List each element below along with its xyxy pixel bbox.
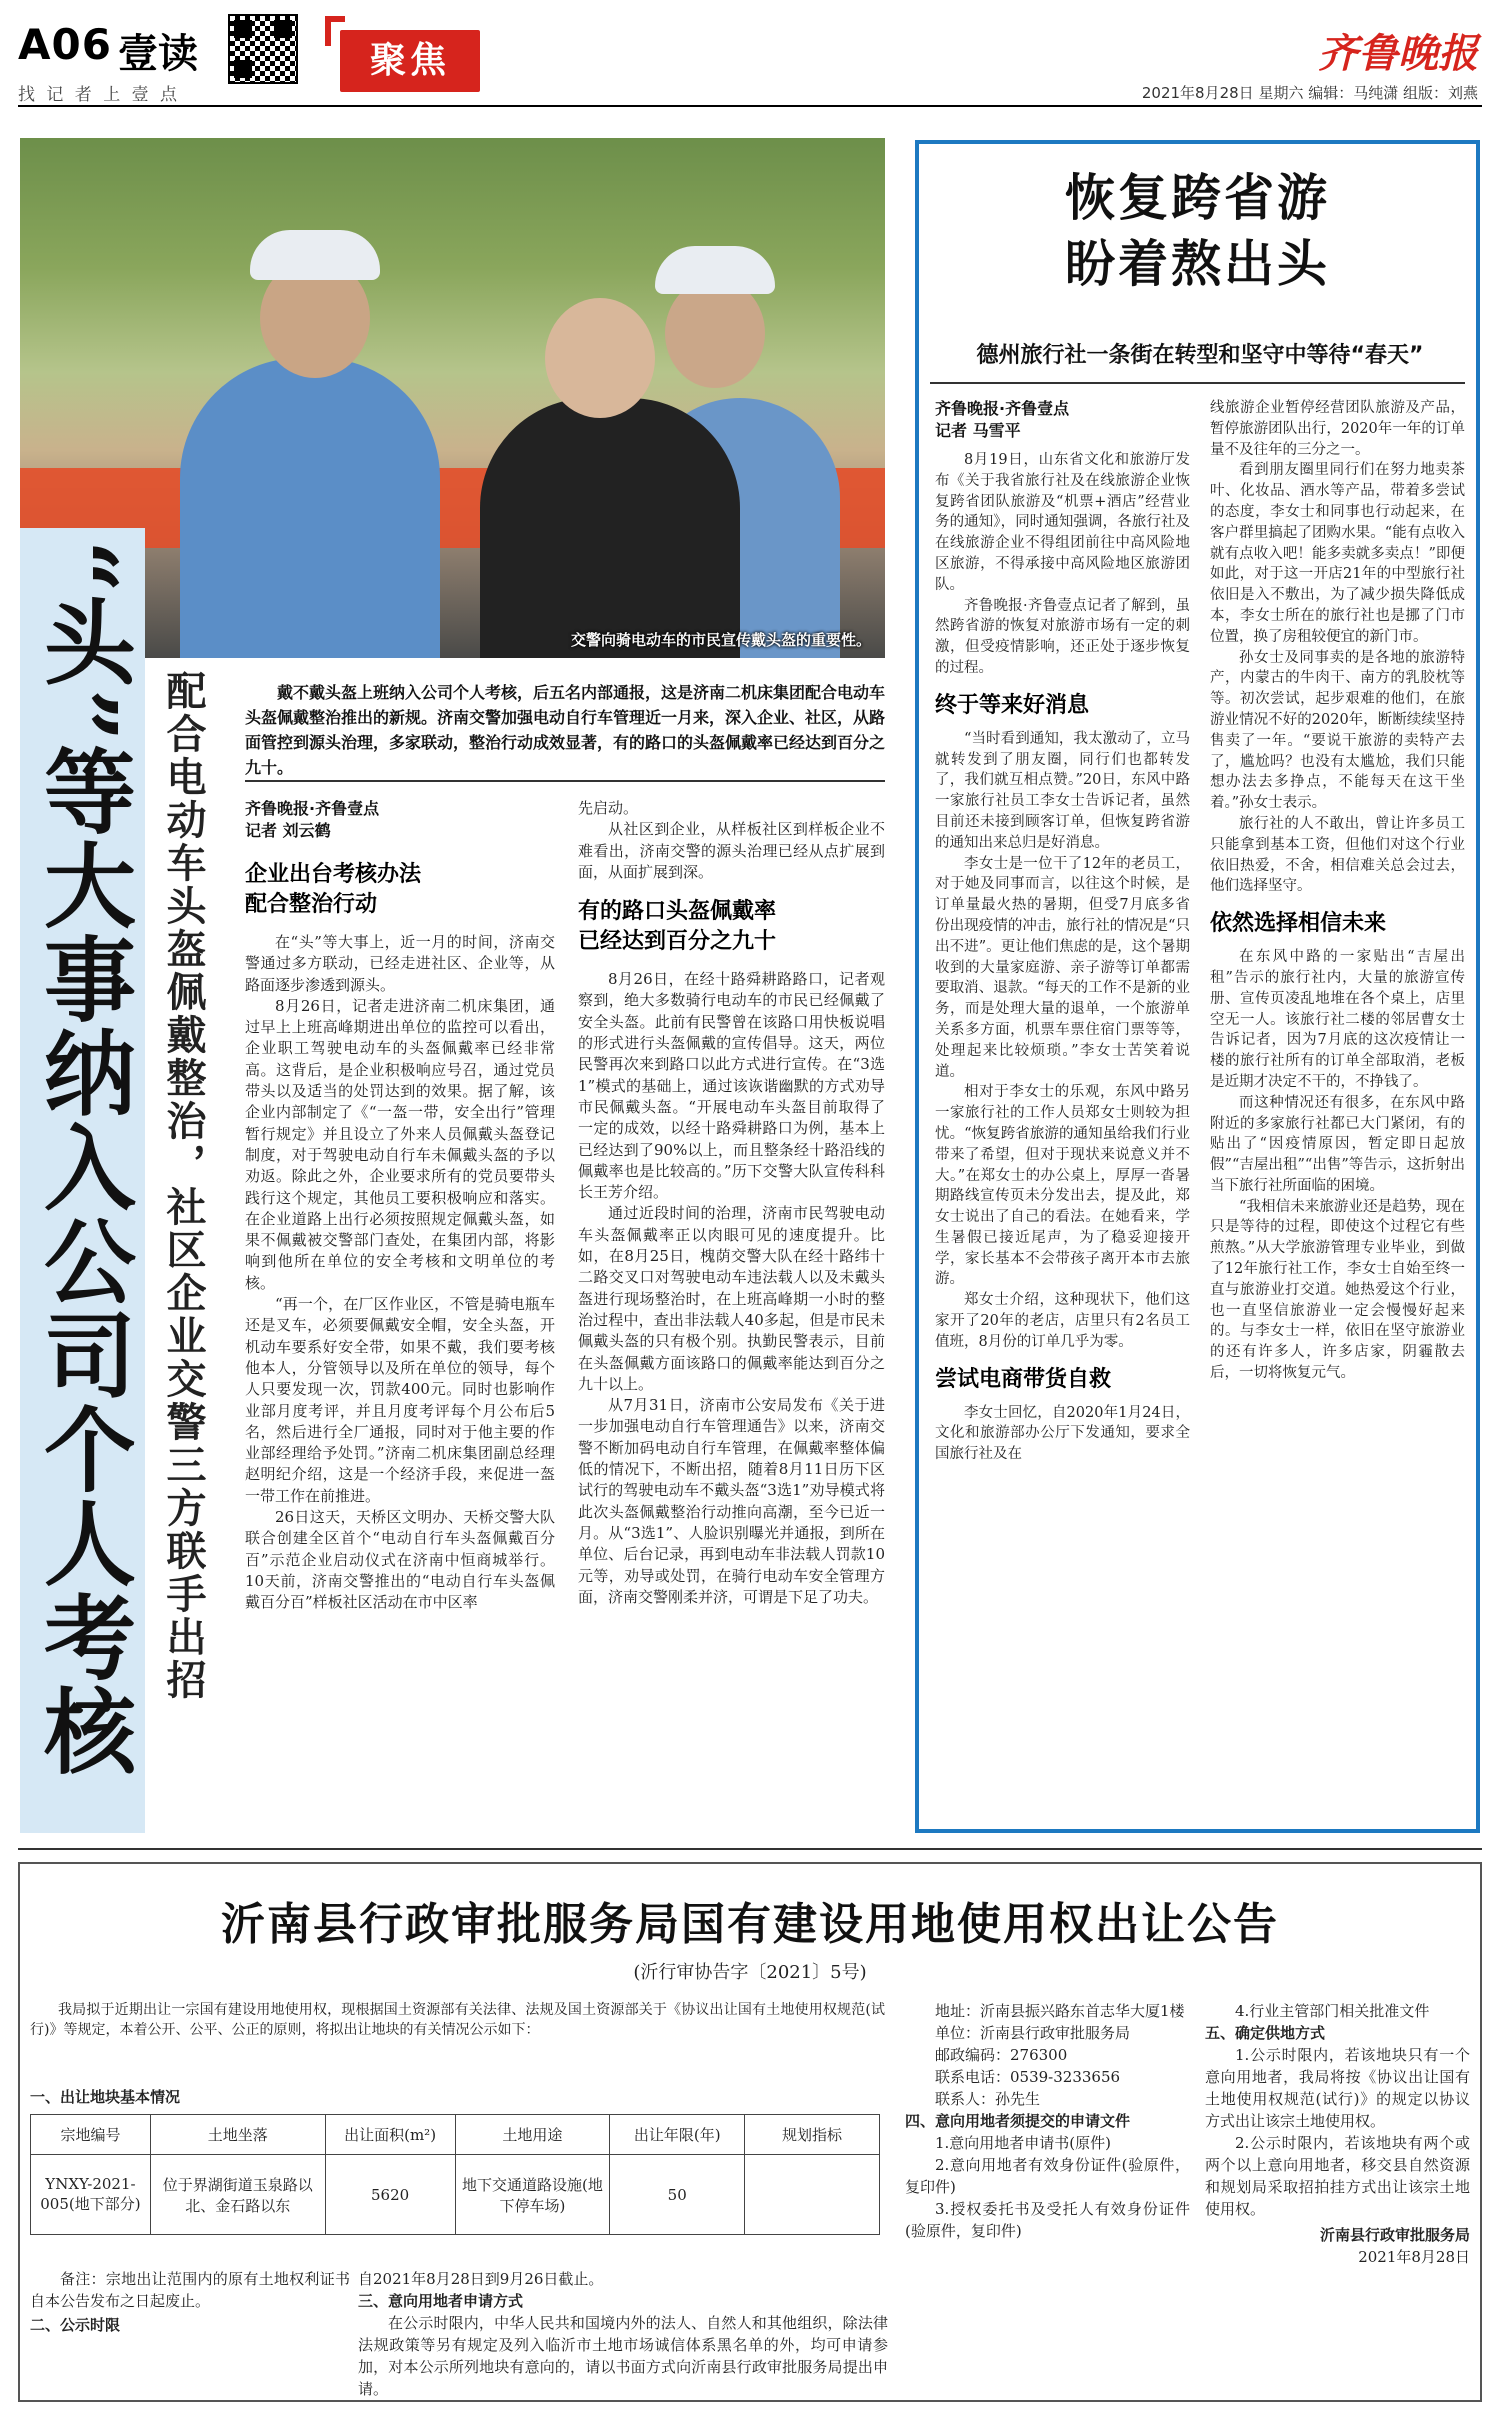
body-text [935,450,1190,679]
issue-meta: 2021年8月28日 星期六 编辑：马纯潇 组版：刘燕 [1141,84,1478,102]
paragraph: 我局拟于近期出让一宗国有建设用地使用权，现根据国土资源部有关法律、法规及国土资源部关于《协议出让国有土地使用权规范(试行)》等规定，本着公开、公平、公正的原则，将拟出让地块的有关情况公示如下： [30,2002,885,2038]
feature-subheadline: 德州旅行社一条街在转型和坚守中等待“春天” [976,343,1424,368]
notice-signature: 沂南县行政审批服务局 [1319,2226,1470,2244]
paragraph: 在公示时限内，中华人民共和国境内外的法人、自然人和其他组织，除法律法规政策等另有规定及列入临沂市土地市场诚信体系黑名单的外，均可申请参加，对本公示所列地块有意向的，请以书面方式向沂南县行政审批服务局提出申请。 [358,2314,888,2398]
feature-column-2 [1210,398,1465,1384]
notice-heading: 三、意向用地者申请方式 [358,2292,524,2310]
paragraph: 齐鲁晚报·齐鲁壹点记者了解到，虽然跨省游的恢复对旅游市场有一定的刺激，但受疫情影响，还正处于逐步恢复的过程。 [935,597,1190,676]
notice-title: 沂南县行政审批服务局国有建设用地使用权出让公告 [221,1899,1279,1950]
paragraph: 3.授权委托书及受托人有效身份证件(验原件，复印件) [905,2200,1190,2240]
paragraph: 2.意向用地者有效身份证件(验原件，复印件) [905,2156,1190,2196]
paragraph: 李女士是一位干了12年的老员工，对于她及同事而言，以往这个时候，是订单量最火热的暑期，但受7月底多省份出现疫情的冲击，旅行社的情况是“只出不进”。更让他们焦虑的是，这个暑期收到的大量家庭游、亲子游等订单都需要取消、退款。“每天的工作不是新的业务，而是处理大量的退单，一个旅游单关系多方面，机票车票住宿门票等等，处理起来比较烦琐。”李女士苦笑着说道。 [935,855,1190,1080]
body-text [578,969,885,1608]
paragraph: 8月26日，记者走进济南二机床集团，通过早上上班高峰期进出单位的监控可以看出，企业职工驾驶电动车的头盔佩戴率已经非常高。这背后，是企业积极响应号召，通过党员带头以及适当的处罚达到的效果。据了解，该企业内部制定了《“一盔一带，安全出行”管理暂行规定》并且设立了外来人员佩戴头盔登记制度，对于驾驶电动自行车未佩戴头盔的予以劝返。除此之外，企业要求所有的党员要带头践行这个规定，其他员工要积极响应和落实。在企业道路上出行必须按照规定佩戴头盔，如果不佩戴被交警部门查处，在集团内部，将影响到他所在单位的安全考核和文明单位的考核。 [245,996,555,1292]
paragraph: 线旅游企业暂停经营团队旅游及产品，暂停旅游团队出行，2020年一年的订单量不及往年的三分之一。 [1210,400,1465,458]
paragraph: 看到朋友圈里同行们在努力地卖茶叶、化妆品、酒水等产品，带着多尝试的态度，李女士和同事也行动起来，在客户群里搞起了团购水果。“能有点收入就有点收入吧！能多卖就多卖点！”即便如此，对于这一开店21年的中型旅行社依旧是入不敷出，为了减少损失降低成本，李女士所在的旅行社也是挪了门市位置，换了房租较便宜的新门市。 [1210,462,1465,645]
paragraph: 自2021年8月28日到9月26日截止。 [358,2270,604,2288]
lead-rule [245,780,885,782]
byline-outlet: 齐鲁晚报·齐鲁壹点 [935,399,1070,418]
paragraph: 在东风中路的一家贴出“吉屋出租”告示的旅行社内，大量的旅游宣传册、宣传页凌乱地堆在各个桌上，店里空无一人。该旅行社二楼的邻居曹女士告诉记者，因为7月底的这次疫情让一楼的旅行社所有的订单全部取消，老板是近期才决定不干的，不挣钱了。 [1210,949,1465,1090]
paragraph: 从社区到企业，从样板社区到样板企业不难看出，济南交警的源头治理已经从点扩展到面，从面扩展到深。 [578,820,885,881]
feature-rule [930,382,1465,384]
subheading: 企业出台考核办法 配合整治行动 [245,862,422,917]
paragraph: 邮政编码：276300 [935,2046,1068,2064]
paragraph: 旅行社的人不敢出，曾让许多员工只能拿到基本工资，但他们对这个行业依旧热爱，不舍，相信难关总会过去，他们选择坚守。 [1210,815,1465,895]
byline-reporter: 记者 马雪平 [935,421,1021,440]
feature-headline: 恢复跨省游 盼着熬出头 [1065,168,1330,293]
paragraph: 26日这天，天桥区文明办、天桥交警大队联合创建全区首个“电动自行车头盔佩戴百分百”示范企业启动仪式在济南中恒商城举行。10天前，济南交警推出的“电动自行车头盔佩戴百分百”样板社区活动在市中区率 [245,1508,555,1612]
headline: “头”等大事纳入公司个人考核 [29,540,137,1778]
photo-head [545,298,655,418]
subheading: 依然选择相信未来 [1210,911,1387,937]
header-rule [18,105,1482,107]
photo-cap [655,246,775,294]
notice-section-1 [30,2086,880,2235]
subheading: 有的路口头盔佩戴率 已经达到百分之九十 [578,899,777,955]
table-header: 规划指标 [745,2115,880,2155]
paragraph: 通过近段时间的治理，济南市民驾驶电动车头盔佩戴率正以肉眼可见的速度提升。比如，在8月25日，槐荫交警大队在经十路纬十二路交叉口对驾驶电动车违法载人以及未戴头盔进行现场整治时，在上班高峰期一小时的整治过程中，查出非法载人40多起，但是市民未佩戴头盔的只有极个别。执勤民警表示，目前在头盔佩戴方面该路口的佩戴率能达到百分之九十以上。 [578,1204,885,1393]
paragraph: 8月19日，山东省文化和旅游厅发布《关于我省旅行社及在线旅游企业恢复跨省团队旅游及“机票+酒店”经营业务的通知》，同时通知强调，各旅行社及在线旅游企业不得组团前往中高风险地区旅游，不得承接中高风险地区旅游团队。 [935,452,1190,593]
notice-col-2 [358,2268,888,2400]
table-header: 宗地编号 [31,2115,151,2155]
photo-head [665,278,765,388]
article-column-2 [578,798,885,1608]
table-cell: 50 [610,2155,745,2235]
body-text [1210,947,1465,1384]
paragraph: 先启动。 [578,799,639,817]
feature-column-1 [935,398,1190,1465]
slogan: 找 记 者 上 壹 点 [18,85,181,105]
paragraph: 1.公示时限内，若该地块只有一个意向用地者，我局将按《协议出让国有土地使用权规范(试行)》的规定以协议方式出让该宗土地使用权。 [1205,2046,1470,2130]
paragraph: 而这种情况还有很多，在东风中路附近的多家旅行社都已大门紧闭，有的贴出了“因疫情原因，暂定即日起放假”“吉屋出租”“出售”等告示，这折射出当下旅行社所面临的困境。 [1210,1094,1465,1194]
table-cell: 地下交通道路设施(地下停车场) [455,2155,610,2235]
newspaper-logo: 齐鲁晚报 [1318,30,1478,77]
paragraph: 郑女士介绍，这种现状下，他们这家开了20年的老店，店里只有2名员工值班，8月份的订单几乎为零。 [935,1292,1190,1350]
notice-heading: 一、出让地块基本情况 [30,2088,181,2106]
notice-date: 2021年8月28日 [1358,2248,1470,2266]
table-cell: YNXY-2021-005(地下部分) [31,2155,151,2235]
photo-officer-left [180,358,440,658]
byline-outlet: 齐鲁晚报·齐鲁壹点 [245,799,380,818]
article-column-1 [245,798,555,1614]
qr-code-icon[interactable] [228,14,298,84]
table-cell: 5620 [325,2155,455,2235]
notice-number: (沂行审协告字〔2021〕5号) [633,1962,867,1983]
byline-reporter: 记者 刘云鹤 [245,821,331,840]
table-header-row [31,2115,880,2155]
table-header: 出让面积(m²) [325,2115,455,2155]
paragraph: 联系人：孙先生 [935,2090,1041,2108]
section-tab-label: 聚焦 [369,40,450,81]
body-text [1210,398,1465,897]
section-divider [18,1848,1482,1850]
land-table [30,2114,880,2235]
page-number: A06 [18,20,112,69]
subheading: 尝试电商带货自救 [935,1366,1112,1392]
paragraph: 单位：沂南县行政审批服务局 [935,2024,1131,2042]
table-cell: 位于界湖街道玉泉路以北、金石路以东 [150,2155,325,2235]
paragraph: “我相信未来旅游业还是趋势，现在只是等待的过程，即使这个过程它有些煎熬。”从大学旅游管理专业毕业，到做了12年旅行社工作，李女士自始至终一直与旅游业打交道。她热爱这个行业，也一直坚信旅游业一定会慢慢好起来的。与李女士一样，依旧在坚守旅游业的还有许多人，许多店家，阴霾散去后，一切将恢复元气。 [1210,1198,1465,1382]
photo-rider [480,398,740,658]
lead-paragraph: 戴不戴头盔上班纳入公司个人考核，后五名内部通报，这是济南二机床集团配合电动车头盔佩戴整治推出的新规。济南交警加强电动自行车管理近一月来，深入企业、社区，从路面管控到源头治理，多家联动，整治行动成效显著，有的路口的头盔佩戴率已经达到百分之九十。 [245,683,886,777]
body-text [935,1403,1190,1465]
table-cell [745,2155,880,2235]
notice-col-4 [1205,2000,1470,2268]
paragraph: “当时看到通知，我太激动了，立马就转发到了朋友圈，同行们也都转发了，我们就互相点赞。”20日，东风中路一家旅行社员工李女士告诉记者，虽然目前还未接到顾客订单，但恢复跨省游的通知出来总归是好消息。 [935,730,1190,851]
notice-col-1 [30,2268,350,2336]
notice-col-3 [905,2000,1190,2242]
paragraph: 地址：沂南县振兴路东首志华大厦1楼 [935,2002,1185,2020]
table-row [31,2155,880,2235]
paragraph: “再一个，在厂区作业区，不管是骑电瓶车还是叉车，必须要佩戴安全帽，安全头盔，开机动车要系好安全带，如果不戴，我们要考核他本人，分管领导以及所在单位的领导，每个人只要发现一次，罚款400元。同时也影响作业部月度考评，并且月度考评每个月公布后5名，然后进行全厂通报，同时对于他主要的作业部经理给予处罚。”济南二机床集团副总经理赵明纪介绍，这是一个经济手段，来促进一盔一带工作在前推进。 [245,1295,555,1505]
notice-heading: 五、确定供地方式 [1205,2024,1326,2042]
table-header: 土地用途 [455,2115,610,2155]
body-text [245,932,555,1614]
paragraph: 备注：宗地出让范围内的原有土地权利证书自本公告发布之日起废止。 [30,2270,350,2310]
table-header: 出让年限(年) [610,2115,745,2155]
paragraph: 联系电话：0539-3233656 [935,2068,1121,2086]
photo-cap [250,230,380,280]
photo-caption: 交警向骑电动车的市民宣传戴头盔的重要性。 [570,631,871,649]
paragraph: 相对于李女士的乐观，东风中路另一家旅行社的工作人员郑女士则较为担忧。“恢复跨省旅游的通知虽给我们行业带来了希望，但对于现状来说意义并不大。”在郑女士的办公桌上，厚厚一沓暑期路线宣传页未分发出去，提及此，郑女士说出了自己的看法。在她看来，学生暑假已接近尾声，为了稳妥迎接开学，家长基本不会带孩子离开本市去旅游。 [935,1084,1190,1288]
paragraph: 孙女士及同事卖的是各地的旅游特产，内蒙古的牛肉干、南方的乳胶枕等等。初次尝试，起步艰难的他们，在旅游业情况不好的2020年，断断续续坚持售卖了一年。“要说干旅游的卖特产去了，尴尬吗？也没有太尴尬，我们只能想办法去多挣点，不能每天在这干坐着。”孙女士表示。 [1210,649,1465,812]
paragraph: 2.公示时限内，若该地块有两个或两个以上意向用地者，移交县自然资源和规划局采取招拍挂方式出让该宗土地使用权。 [1205,2134,1470,2218]
paragraph: 1.意向用地者申请书(原件) [935,2134,1112,2152]
paragraph: 在“头”等大事上，近一月的时间，济南交警通过多方联动，已经走进社区、企业等，从路面逐步渗透到源头。 [245,933,555,994]
section-tab [340,30,480,92]
subheading: 终于等来好消息 [935,692,1090,718]
subheadline: 配合电动车头盔佩戴整治，社区企业交警三方联手出招 [160,670,207,1702]
paragraph: 从7月31日，济南市公安局发布《关于进一步加强电动自行车管理通告》以来，济南交警不断加码电动自行车管理，在佩戴率整体偏低的情况下，不断出招，随着8月11日历下区试行的驾驶电动车不戴头盔“3选1”劝导模式将此次头盔佩戴整治行动推向高潮，至今已近一月。从“3选1”、人脸识别曝光并通报，到所在单位、后台记录，再到电动车非法载人罚款10元等，劝导或处罚，在骑行电动车安全管理方面，济南交警刚柔并济，可谓是下足了功夫。 [578,1396,885,1606]
notice-intro [30,2000,885,2040]
table-header: 土地坐落 [150,2115,325,2155]
notice-heading: 二、公示时限 [30,2316,121,2334]
paragraph: 8月26日，在经十路舜耕路路口，记者观察到，绝大多数骑行电动车的市民已经佩戴了安全头盔。此前有民警曾在该路口用快板说唱的形式进行头盔佩戴的宣传倡导。这天，两位民警再次来到路口以此方式进行宣传。在“3选1”模式的基础上，通过该诙谐幽默的方式劝导市民佩戴头盔。“开展电动车头盔目前取得了一定的成效，以经十路舜耕路口为例，基本上已经达到了90%以上，而且整条经十路沿线的佩戴率也是比较高的。”历下交警大队宣传科科长王芳介绍。 [578,970,885,1202]
body-text [578,798,885,883]
paragraph: 4.行业主管部门相关批准文件 [1235,2002,1430,2020]
news-photo [20,138,885,658]
paragraph: 李女士回忆，自2020年1月24日，文化和旅游部办公厅下发通知，要求全国旅行社及在 [935,1404,1190,1463]
notice-heading: 四、意向用地者须提交的申请文件 [905,2112,1131,2130]
body-text [935,729,1190,1353]
section-name: 壹读 [118,30,198,77]
